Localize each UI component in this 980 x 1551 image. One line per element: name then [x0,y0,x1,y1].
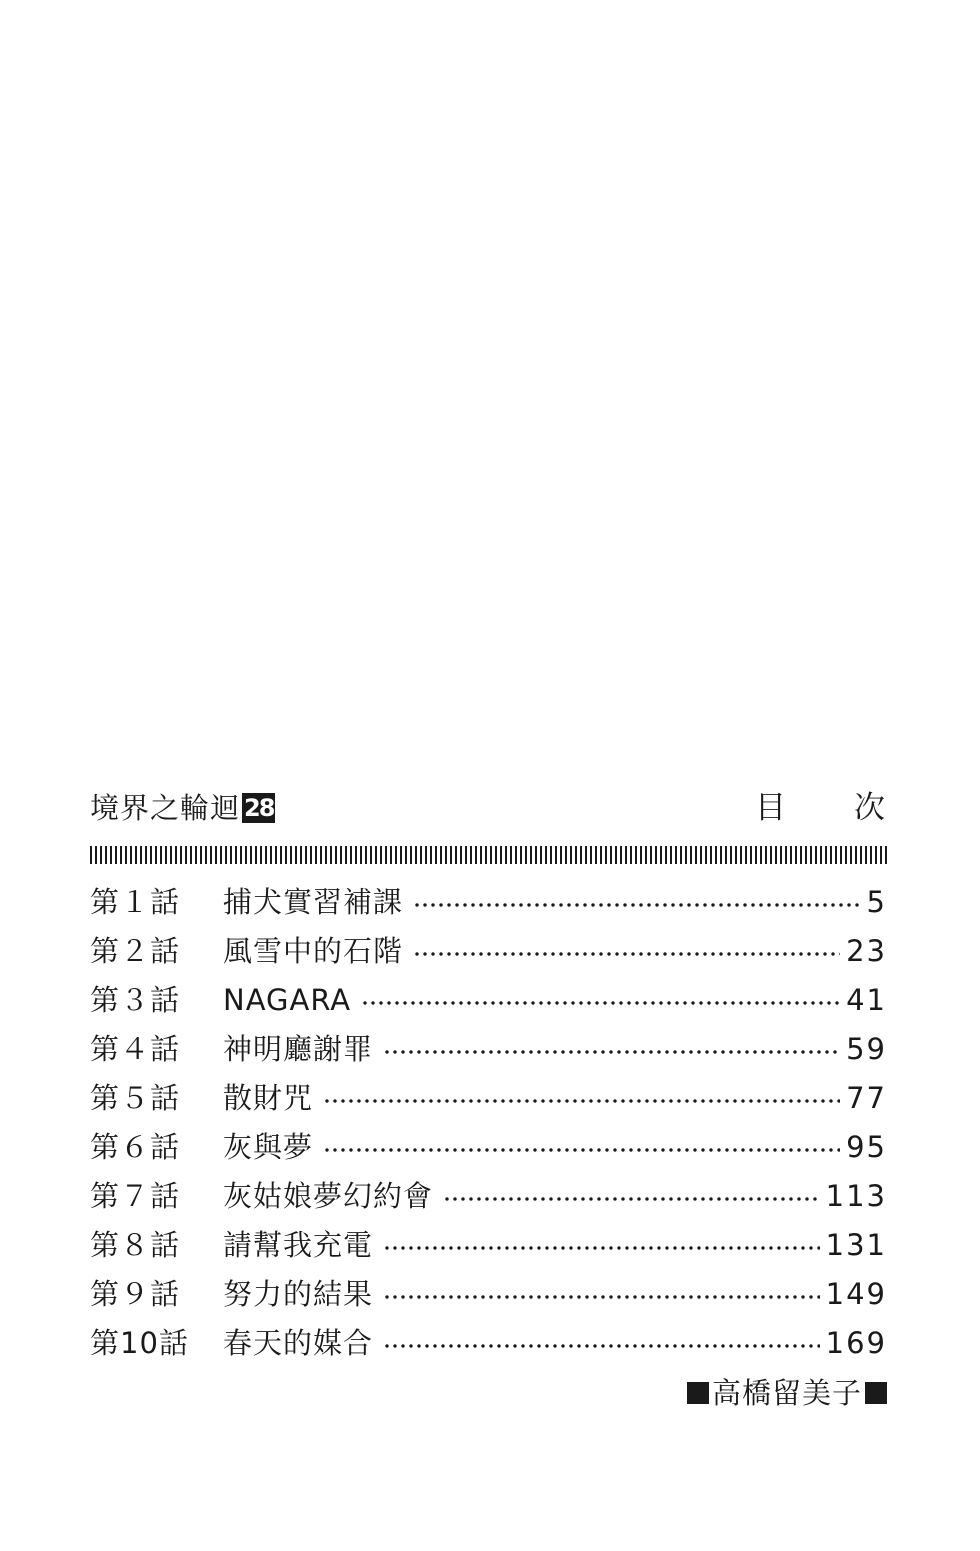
dot-leader [323,1148,840,1152]
chapter-number: 第６話 [90,1129,181,1164]
chapter-title: 努力的結果 [223,1276,374,1311]
chapter-title: 散財咒 [223,1080,314,1115]
author-name: 高橋留美子 [711,1376,862,1410]
chapter-page: 149 [825,1276,887,1311]
hatched-divider [90,846,887,864]
series-title [90,790,275,826]
chapter-number: 第２話 [90,933,181,968]
chapter-page: 5 [866,884,887,919]
chapter-number: 第８話 [90,1227,181,1262]
volume-badge: 28 [244,794,274,822]
chapter-page: 95 [846,1129,887,1164]
dot-leader [383,1344,820,1348]
toc-header [90,786,887,832]
series-title-text: 境界之輪迴 [90,791,241,825]
chapter-row [90,1024,887,1073]
dot-leader [443,1197,820,1201]
chapter-title: NAGARA [223,982,352,1017]
chapter-title: 神明廳謝罪 [223,1031,374,1066]
chapter-row [90,1073,887,1122]
dot-leader [383,1050,840,1054]
chapter-title: 春天的媒合 [223,1325,374,1360]
chapter-page: 169 [825,1325,887,1360]
square-bullet-right [865,1382,887,1404]
dot-leader [383,1246,820,1250]
chapter-page: 59 [846,1031,887,1066]
chapter-row [90,1318,887,1367]
chapter-title: 捕犬實習補課 [223,884,404,919]
chapter-row [90,975,887,1024]
chapter-row [90,1171,887,1220]
dot-leader [323,1099,840,1103]
chapter-number: 第３話 [90,982,181,1017]
chapter-page: 131 [825,1227,887,1262]
chapter-title: 風雪中的石階 [223,933,404,968]
dot-leader [383,1295,820,1299]
chapter-number: 第５話 [90,1080,181,1115]
chapter-number: 第７話 [90,1178,181,1213]
chapter-row [90,1122,887,1171]
chapter-page: 23 [846,933,887,968]
contents-label-second: 次 [854,790,885,826]
chapter-number: 第４話 [90,1031,181,1066]
square-bullet-left [687,1382,709,1404]
contents-label-first: 目 [755,790,786,826]
chapter-row [90,1269,887,1318]
chapter-number: 第10話 [90,1325,189,1360]
chapter-list [90,877,887,1367]
chapter-row [90,1220,887,1269]
chapter-row [90,877,887,926]
chapter-row [90,926,887,975]
chapter-page: 77 [846,1080,887,1115]
table-of-contents [90,786,887,1410]
author-credit [687,1375,887,1411]
dot-leader [413,903,861,907]
chapter-number: 第９話 [90,1276,181,1311]
chapter-page: 113 [825,1178,887,1213]
chapter-title: 灰與夢 [223,1129,314,1164]
dot-leader [361,1001,840,1005]
dot-leader [413,952,840,956]
chapter-number: 第１話 [90,884,181,919]
chapter-title: 灰姑娘夢幻約會 [223,1178,434,1213]
chapter-title: 請幫我充電 [223,1227,374,1262]
chapter-page: 41 [846,982,887,1017]
